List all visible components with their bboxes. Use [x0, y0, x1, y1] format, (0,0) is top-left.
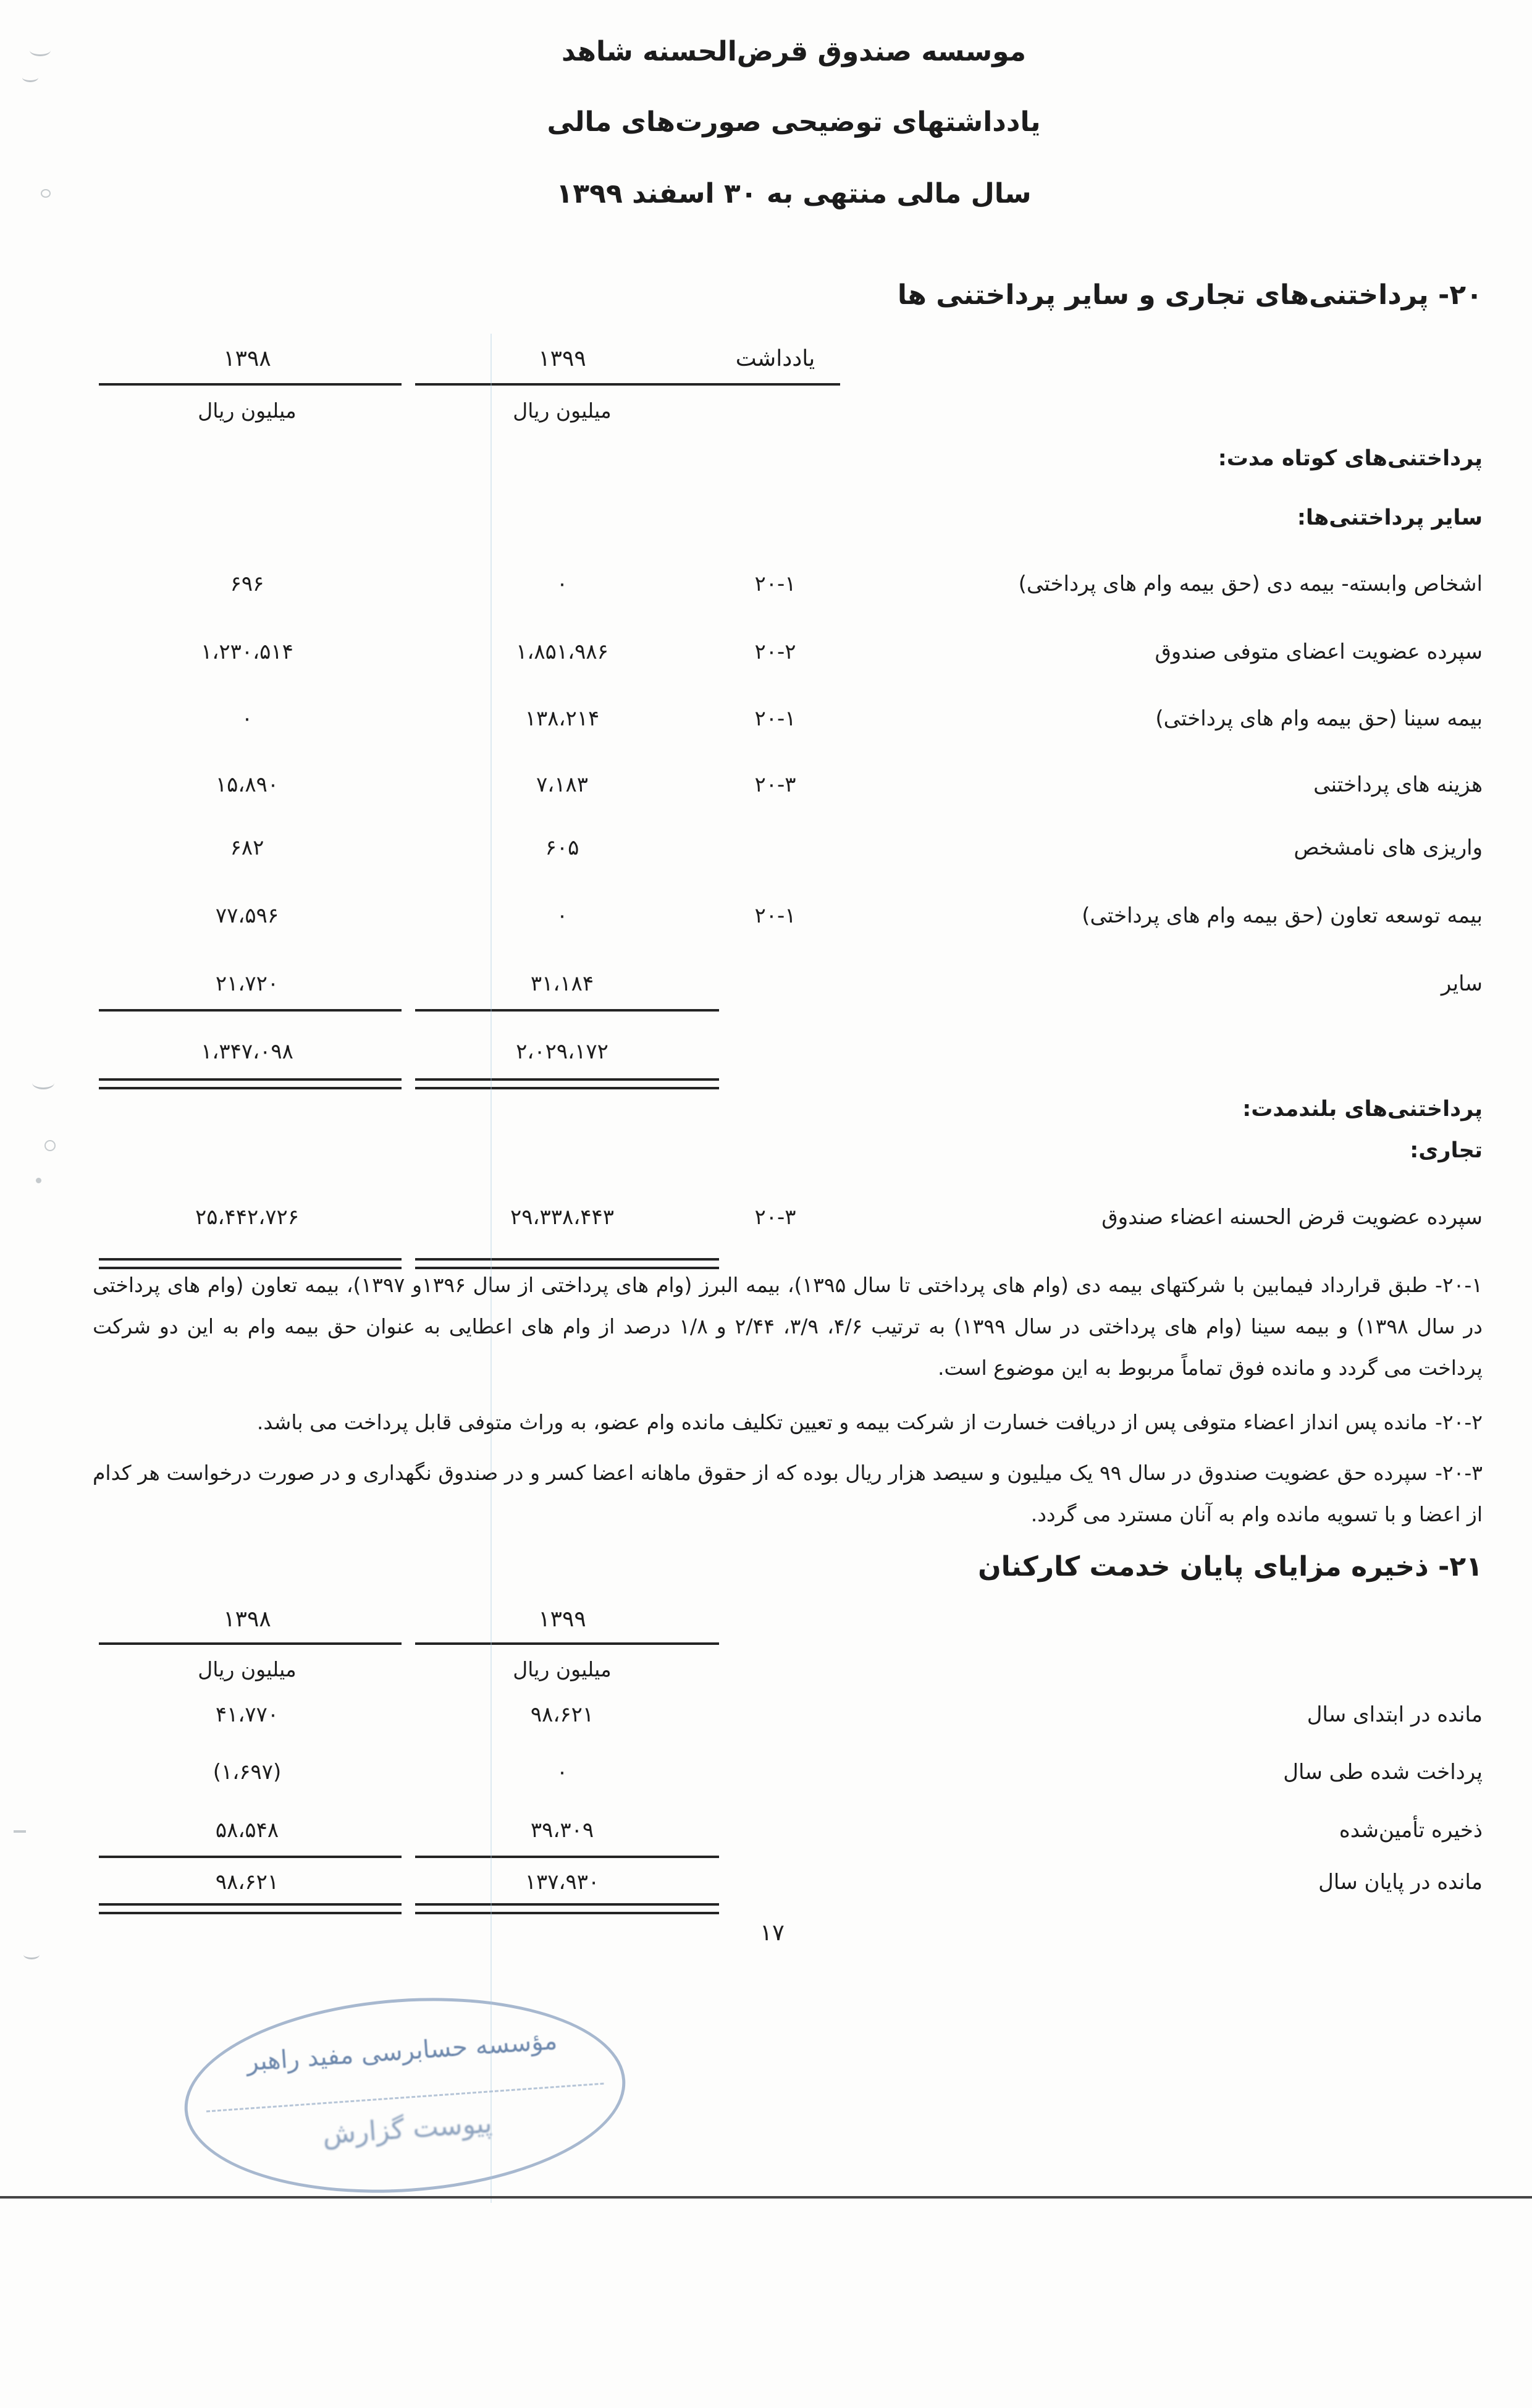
note-20-3-ref: -۲۰-۳ [1435, 1461, 1483, 1485]
col-1399-rule [415, 383, 719, 386]
stamp-org-name: مؤسسه حسابرسی مفید راهبر [245, 2026, 558, 2077]
page-number: ۱۷ [760, 1919, 785, 1946]
row-label: مانده در ابتدای سال [1307, 1702, 1483, 1727]
row-value-1398: ۴۱،۷۷۰ [215, 1702, 279, 1727]
stamp-border [178, 1983, 632, 2207]
total-rule-1399 [415, 1009, 719, 1012]
row-value-1399: ۱۳۷،۹۳۰ [524, 1870, 600, 1895]
row-label: هزینه های پرداختنی [1313, 772, 1483, 797]
row-value-1398: ۱،۲۳۰،۵۱۴ [201, 640, 293, 664]
closing-double-rule-1398 [99, 1903, 402, 1914]
row-label: سپرده عضویت قرض الحسنه اعضاء صندوق [1101, 1205, 1483, 1230]
row-note-ref: ۲۰-۱ [754, 706, 796, 731]
table-row [0, 1818, 1532, 1855]
table-row [0, 903, 1532, 940]
row-value-1399: ۹۸،۶۲۱ [530, 1702, 594, 1727]
row-note-ref: ۲۰-۲ [754, 640, 796, 664]
group-long-term: پرداختنی‌های بلندمدت: [1242, 1097, 1483, 1122]
row-value-1398: ۲۱،۷۲۰ [215, 971, 279, 996]
scan-artifact [30, 44, 51, 56]
row-value-1399: ۱۳۸،۲۱۴ [524, 706, 600, 731]
row-label: ذخیره تأمین‌شده [1339, 1818, 1483, 1843]
note-20-1-text: طبق قرارداد فیمابین با شرکتهای بیمه دی (وام های پرداختی تا سال ۱۳۹۵)، بیمه البرز (وام های پرداختی از سال ۱۳۹۶و ۱۳۹۷)، بیمه تعاون (وام های پرداختی در سال ۱۳۹۸) و بیمه سینا (وام های پرداختی در سال ۱۳۹۹) به ترتیب ۴/۶، ۳/۹، ۲/۴۴ و ۱/۸ درصد از وام های اعطایی به عنوان حق بیمه وام به این دو شرکت پرداخت می گردد و مانده فوق تماماً مربوط به این موضوع است. [93, 1273, 1483, 1380]
row-label: سایر [1441, 971, 1483, 996]
row-value-1399: ۱،۸۵۱،۹۸۶ [516, 640, 608, 664]
table-row [0, 1870, 1532, 1907]
row-value-1398: ۱۵،۸۹۰ [215, 772, 279, 797]
org-title: موسسه صندوق قرض‌الحسنه شاهد [562, 36, 1026, 67]
row-value-1398: ۰ [241, 706, 253, 731]
row-value-1398: ۲۵،۴۴۲،۷۲۶ [195, 1205, 300, 1230]
note-20-2-text: مانده پس انداز اعضاء متوفی پس از دریافت خسارت از شرکت بیمه و تعیین تکلیف مانده وام عضو، به وراث متوفی قابل پرداخت می باشد. [256, 1410, 1428, 1434]
row-label: بیمه سینا (حق بیمه وام های پرداختی) [1155, 706, 1483, 731]
scan-edge-line [0, 2196, 1532, 2199]
note-20-2-ref: -۲۰-۲ [1435, 1410, 1483, 1434]
column-header-1399: ۱۳۹۹ [538, 346, 586, 371]
table-row [0, 640, 1532, 677]
total-double-rule-1398 [99, 1078, 402, 1089]
table-row [0, 835, 1532, 872]
table-row [0, 1702, 1532, 1739]
col-1398-rule [99, 383, 402, 386]
row-value-1399: ۷،۱۸۳ [536, 772, 589, 797]
note-20-1-ref: -۲۰-۱ [1435, 1273, 1483, 1297]
row-note-ref: ۲۰-۳ [754, 1205, 796, 1230]
table-row [0, 706, 1532, 743]
section20-title: ۲۰- پرداختنی‌های تجاری و سایر پرداختنی ها [897, 279, 1483, 311]
scan-artifact [14, 1830, 26, 1833]
row-value-1398: (۱،۶۹۷) [213, 1760, 282, 1785]
total-value-1399: ۲،۰۲۹،۱۷۲ [516, 1039, 608, 1064]
group-short-term: پرداختنی‌های کوتاه مدت: [1218, 446, 1483, 471]
row-value-1399: ۳۱،۱۸۴ [530, 971, 594, 996]
col-1398-rule [99, 1642, 402, 1645]
row-note-ref: ۲۰-۱ [754, 572, 796, 596]
row-value-1399: ۰ [556, 1760, 568, 1785]
note-20-1 [93, 1264, 1483, 1388]
scan-artifact [22, 73, 38, 82]
scan-artifact [44, 1140, 56, 1151]
subtotal-rule-1399 [415, 1856, 719, 1858]
table-row [0, 971, 1532, 1008]
table-row [0, 572, 1532, 609]
unit-label-1398: میلیون ریال [198, 399, 297, 423]
column-header-1398: ۱۳۹۸ [223, 346, 271, 371]
column-header-note: یادداشت [735, 346, 815, 371]
row-value-1399: ۰ [556, 572, 568, 596]
column-header-1399: ۱۳۹۹ [538, 1607, 586, 1632]
row-value-1399: ۰ [556, 903, 568, 928]
row-value-1398: ۹۸،۶۲۱ [215, 1870, 279, 1895]
table-row [0, 772, 1532, 809]
note-column-rule [710, 383, 840, 386]
closing-double-rule-1399 [415, 1903, 719, 1914]
total-rule-1398 [99, 1009, 402, 1012]
total-double-rule-1399 [415, 1078, 719, 1089]
section21-title: ۲۱- ذخیره مزایای پایان خدمت کارکنان [978, 1551, 1483, 1582]
group-trade: تجاری: [1410, 1138, 1483, 1163]
table-row [0, 1760, 1532, 1797]
unit-label-1398: میلیون ریال [198, 1657, 297, 1681]
note-20-3 [93, 1452, 1483, 1535]
row-value-1398: ۶۸۲ [230, 835, 264, 860]
row-label: بیمه توسعه تعاون (حق بیمه وام های پرداختی) [1082, 903, 1483, 928]
row-note-ref: ۲۰-۱ [754, 903, 796, 928]
row-label: پرداخت شده طی سال [1283, 1760, 1483, 1785]
row-label: سپرده عضویت اعضای متوفی صندوق [1155, 640, 1483, 664]
row-label: اشخاص وابسته- بیمه دی (حق بیمه وام های پرداختی) [1018, 572, 1483, 596]
row-note-ref: ۲۰-۳ [754, 772, 796, 797]
stamp-caption: پیوست گزارش [321, 2107, 494, 2151]
row-label: واریزی های نامشخص [1294, 835, 1483, 860]
scan-artifact [23, 1950, 40, 1959]
col-1399-rule [415, 1642, 719, 1645]
row-value-1399: ۳۹،۳۰۹ [530, 1818, 594, 1843]
scan-artifact [41, 189, 51, 198]
unit-label-1399: میلیون ریال [513, 1657, 612, 1681]
row-value-1399: ۲۹،۳۳۸،۴۴۳ [510, 1205, 615, 1230]
group-other-payables: سایر پرداختنی‌ها: [1297, 505, 1483, 530]
scan-artifact [36, 1178, 41, 1183]
row-value-1398: ۷۷،۵۹۶ [215, 903, 279, 928]
row-value-1399: ۶۰۵ [545, 835, 579, 860]
fiscal-year-line: سال مالی منتهی به ۳۰ اسفند ۱۳۹۹ [556, 178, 1032, 209]
unit-label-1399: میلیون ریال [513, 399, 612, 423]
column-header-1398: ۱۳۹۸ [223, 1607, 271, 1632]
scan-artifact [32, 1076, 54, 1089]
note-20-3-text: سپرده حق عضویت صندوق در سال ۹۹ یک میلیون و سیصد هزار ریال بوده که از حقوق ماهانه اعضا کسر و در صندوق نگهداری و در صورت درخواست هر کدام از اعضا و با تسویه مانده وام به آنان مسترد می گردد. [93, 1461, 1483, 1526]
subtotal-rule-1398 [99, 1856, 402, 1858]
note-20-2 [93, 1401, 1483, 1443]
row-value-1398: ۵۸،۵۴۸ [215, 1818, 279, 1843]
auditor-stamp [178, 1983, 632, 2207]
document-title: یادداشتهای توضیحی صورت‌های مالی [547, 106, 1041, 138]
scan-fold-line [490, 334, 492, 2203]
total-value-1398: ۱،۳۴۷،۰۹۸ [201, 1039, 293, 1064]
row-value-1398: ۶۹۶ [230, 572, 264, 596]
table-row [0, 1205, 1532, 1242]
row-label: مانده در پایان سال [1318, 1870, 1483, 1895]
